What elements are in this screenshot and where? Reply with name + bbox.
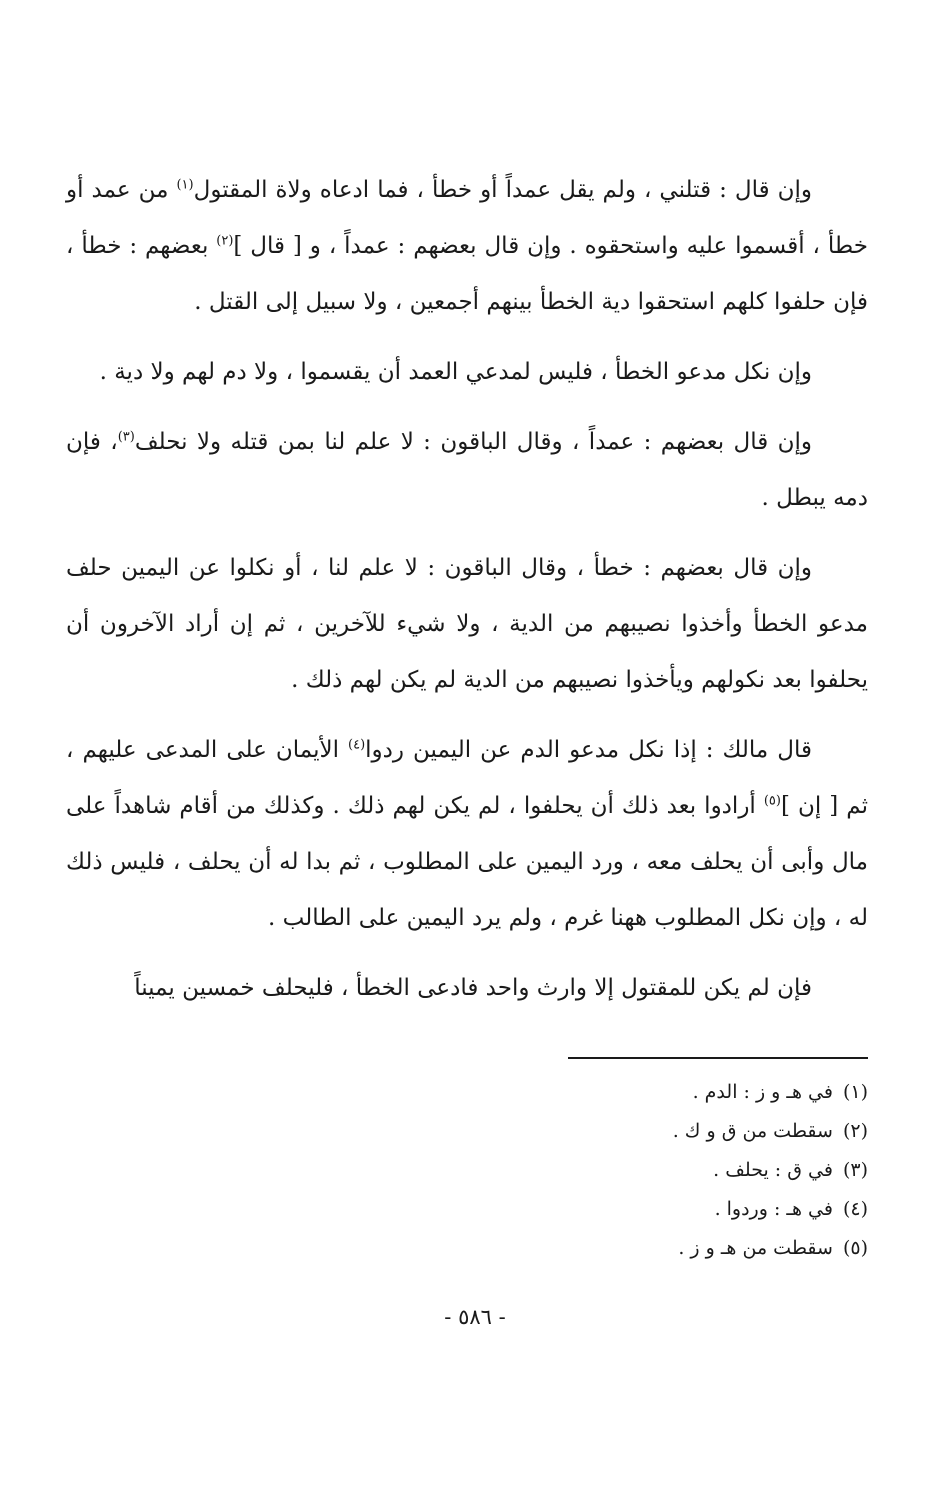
footnote-item — [448, 1229, 868, 1268]
footnote-text: في ق : يحلف . — [713, 1159, 833, 1181]
footnote-separator — [568, 1057, 868, 1059]
paragraph-text: من عمد أو خطأ ، أقسموا عليه واستحقوه . وإن قال بعضهم : عمداً ، و [ قال ] — [66, 177, 868, 259]
footnote-text: سقطت من ق و ك . — [672, 1120, 833, 1142]
paragraph-text: وإن قال بعضهم : خطأ ، وقال الباقون : لا علم لنا ، أو نكلوا عن اليمين حلف مدعو الخطأ وأخذوا نصيبهم من الدية ، ولا شيء للآخرين ، ثم إن أراد الآخرون أن يحلفوا بعد نكولهم ويأخذوا نصيبهم من الدية لم يكن لهم ذلك . — [66, 555, 868, 693]
footnote-number: (٥) — [842, 1237, 868, 1259]
paragraph — [66, 722, 868, 946]
footnote-number: (٣) — [842, 1159, 868, 1181]
paragraph — [66, 960, 868, 1016]
paragraph — [66, 162, 868, 330]
paragraph-text: ، فإن دمه يبطل . — [66, 429, 868, 511]
page-number: - ٥٨٦ - — [444, 1305, 506, 1329]
footnote-text: في هـ و ز : الدم . — [692, 1081, 833, 1103]
paragraph-text: وإن قال : قتلني ، ولم يقل عمداً أو خطأ ، فما ادعاه ولاة المقتول — [193, 177, 812, 203]
footnote-reference: (٥) — [763, 793, 781, 809]
paragraph-text: بعضهم : خطأ ، فإن حلفوا كلهم استحقوا دية الخطأ بينهم أجمعين ، ولا سبيل إلى القتل . — [66, 233, 868, 315]
footnote-item — [448, 1190, 868, 1229]
footnote-reference: (٤) — [348, 737, 366, 753]
footnote-item — [448, 1112, 868, 1151]
footnote-number: (٤) — [842, 1198, 868, 1220]
paragraph — [66, 344, 868, 400]
footnote-number: (١) — [842, 1081, 868, 1103]
main-text — [66, 162, 868, 1030]
paragraph-text: وإن نكل مدعو الخطأ ، فليس لمدعي العمد أن يقسموا ، ولا دم لهم ولا دية . — [99, 359, 812, 385]
paragraph-text: أرادوا بعد ذلك أن يحلفوا ، لم يكن لهم ذلك . وكذلك من أقام شاهداً على مال وأبى أن يحلف معه ، ورد اليمين على المطلوب ، ثم بدا له أن يحلف ، فليس ذلك له ، وإن نكل المطلوب ههنا غرم ، ولم يرد اليمين على الطالب . — [66, 793, 868, 931]
footnote-item — [448, 1073, 868, 1112]
paragraph-text: فإن لم يكن للمقتول إلا وارث واحد فادعى الخطأ ، فليحلف خمسين يميناً — [134, 975, 812, 1001]
footnote-reference: (١) — [176, 177, 194, 193]
paragraph — [66, 414, 868, 526]
paragraph — [66, 540, 868, 708]
footnote-number: (٢) — [842, 1120, 868, 1142]
paragraph-text: وإن قال بعضهم : عمداً ، وقال الباقون : لا علم لنا بمن قتله ولا نحلف — [134, 429, 812, 455]
footnote-text: في هـ : وردوا . — [714, 1198, 833, 1220]
footnote-text: سقطت من هـ و ز . — [678, 1237, 833, 1259]
footnote-item — [448, 1151, 868, 1190]
footnote-reference: (٣) — [117, 429, 135, 445]
footnote-reference: (٢) — [216, 233, 234, 249]
paragraph-text: الأيمان على المدعى عليهم ، ثم [ إن ] — [66, 737, 868, 819]
footnotes — [448, 1073, 868, 1268]
paragraph-text: قال مالك : إذا نكل مدعو الدم عن اليمين ردوا — [365, 737, 812, 763]
